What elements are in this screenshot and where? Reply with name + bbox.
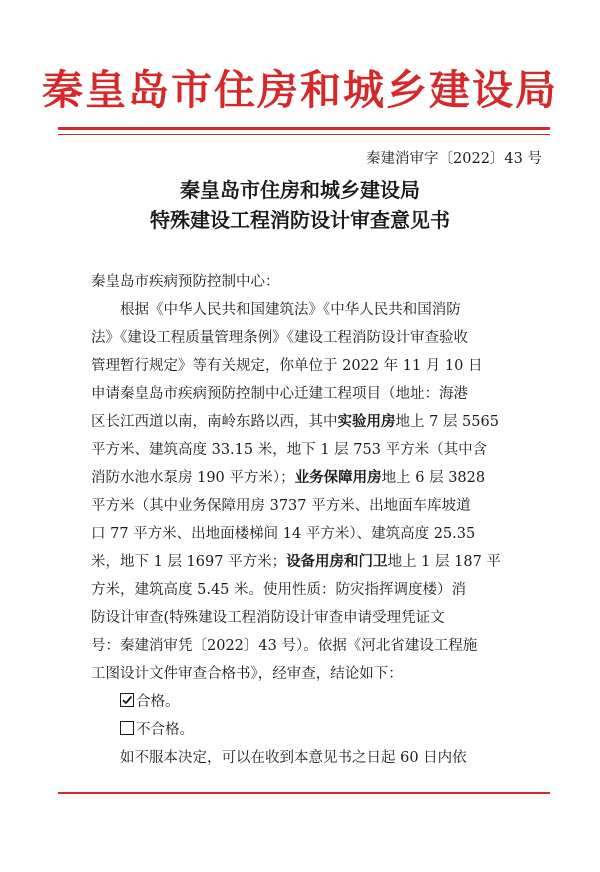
body-line: 申请秦皇岛市疾病预防控制中心迁建工程项目（地址：海港	[91, 386, 468, 402]
body-line: 平方米、建筑高度 33.15 米，地下 1 层 753 平方米（其中含	[91, 442, 488, 458]
body-line	[91, 408, 531, 436]
masthead: 秦皇岛市住房和城乡建设局	[42, 66, 558, 114]
body-line: 根据《中华人民共和国建筑法》《中华人民共和国消防	[120, 302, 461, 318]
body-line: 平方米（其中业务保障用房 3737 平方米、出地面车库坡道	[91, 498, 471, 514]
title-line-2: 特殊建设工程消防设计审查意见书	[150, 208, 450, 232]
body-line: 如不服本决定，可以在收到本意见书之日起 60 日内依	[120, 750, 467, 766]
body-line: 管理暂行规定》等有关规定，你单位于 2022 年 11 月 10 日	[91, 358, 483, 374]
body-text: 地上 6 层 3828	[381, 470, 486, 486]
body-line: 口 77 平方米、出地面楼梯间 14 平方米）、建筑高度 25.35	[91, 526, 476, 542]
checked-box-icon	[120, 693, 134, 707]
doc-number: 秦建消审字〔2022〕43 号	[366, 151, 542, 167]
option-pass	[91, 688, 531, 716]
body-text: 地上 1 层 187 平	[387, 554, 501, 570]
masthead-rule-thin	[58, 134, 550, 135]
body-line: 法》《建设工程质量管理条例》《建设工程消防设计审查验收	[91, 330, 468, 346]
addressee: 秦皇岛市疾病预防控制中心：	[91, 274, 280, 290]
body-line	[91, 548, 531, 576]
document-body	[91, 268, 531, 772]
body-text-bold: 设备用房和门卫	[286, 553, 388, 570]
body-text-bold: 业务保障用房	[294, 469, 382, 486]
body-text: 区长江西道以南，南岭东路以西，其中	[91, 414, 338, 430]
body-text: 米，地下 1 层 1697 平方米；	[91, 554, 287, 570]
unchecked-box-icon	[120, 721, 134, 735]
option-fail	[91, 716, 531, 744]
body-text-bold: 实验用房	[337, 413, 396, 430]
option-fail-label: 不合格。	[136, 722, 194, 738]
body-line	[91, 464, 531, 492]
title-line-1: 秦皇岛市住房和城乡建设局	[180, 178, 420, 202]
body-text: 地上 7 层 5565	[395, 414, 499, 430]
masthead-rule-thick	[58, 127, 550, 130]
body-line: 号：秦建消审凭〔2022〕43 号）。依据《河北省建设工程施	[91, 638, 478, 654]
body-line: 工图设计文件审查合格书》，经审查，结论如下：	[91, 666, 403, 682]
body-line: 方米，建筑高度 5.45 米。使用性质：防灾指挥调度楼）消	[91, 582, 467, 598]
option-pass-label: 合格。	[136, 694, 180, 710]
body-text: 消防水池水泵房 190 平方米）；	[91, 470, 295, 486]
body-line: 防设计审查(特殊建设工程消防设计审查申请受理凭证文	[91, 610, 445, 626]
bottom-rule	[58, 792, 550, 794]
